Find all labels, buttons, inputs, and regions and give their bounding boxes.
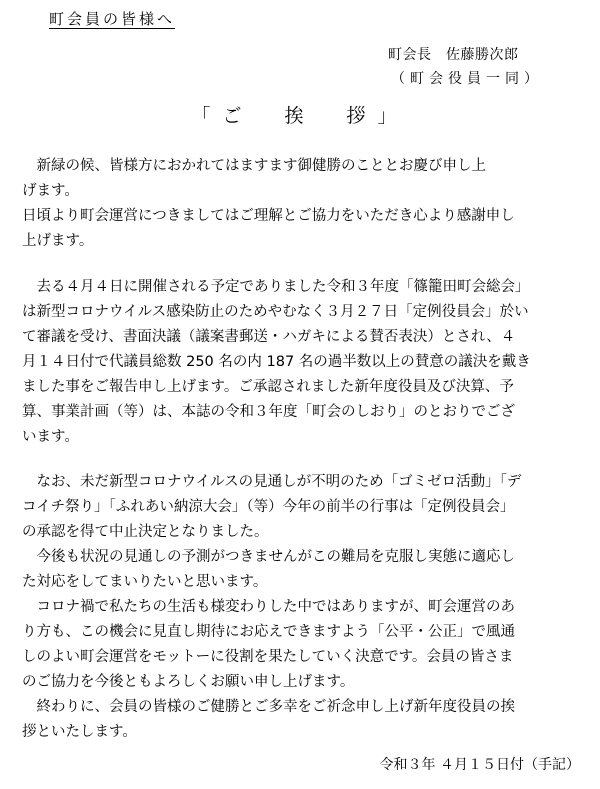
body-line: は新型コロナウイルス感染防止のためやむなく３月２７日「定例役員会」於い bbox=[22, 304, 529, 320]
body-line: コロナ禍で私たちの生活も様変わりした中ではありますが、町会運営のあ bbox=[22, 599, 515, 615]
body-line: のご協力を今後ともよろしくお願い申し上げます。 bbox=[22, 674, 355, 690]
body-line: コイチ祭り」「ふれあい納涼大会」（等）今年の前半の行事は「定例役員会」 bbox=[22, 499, 515, 515]
body-line: 拶といたします。 bbox=[22, 724, 137, 740]
body-line: 算、事業計画（等）は、本誌の令和３年度「町会のしおり」のとおりでござ bbox=[22, 404, 515, 420]
body-line: た対応をしてまいりたいと思います。 bbox=[22, 574, 268, 590]
body-line: しのよい町会運営をモットーに役割を果たしていく決意です。会員の皆さま bbox=[22, 649, 514, 665]
body-line: 今後も状況の見通しの予測がつきませんがこの難局を克服し実態に適応し bbox=[22, 549, 515, 565]
body-line: 去る４月４日に開催される予定でありました令和３年度「篠籠田町会総会」 bbox=[22, 279, 530, 295]
body-line: 終わりに、会員の皆様のご健勝とご多幸をご祈念申し上げ新年度役員の挨 bbox=[22, 699, 515, 715]
body-line: 日頃より町会運営につきましてはご理解とご協力をいただき心より感謝申し bbox=[22, 208, 515, 224]
body-line: ました事をご報告申し上げます。ご承認されました新年度役員及び決算、予 bbox=[22, 379, 514, 395]
body-line: 上げます。 bbox=[22, 233, 94, 249]
addressee-heading: 町会員の皆様へ bbox=[49, 10, 176, 28]
body-line: 新緑の候、皆様方におかれてはますます御健勝のこととお慶び申し上 bbox=[22, 158, 486, 174]
sender-name: 町会長 佐藤勝次郎 bbox=[388, 47, 519, 63]
body-line: て審議を受け、書面決議（議案書郵送・ハガキによる賛否表決）とされ、４ bbox=[22, 329, 516, 345]
sender-group: （町会役員一同） bbox=[391, 71, 543, 87]
body-line: げます。 bbox=[22, 183, 79, 199]
letter-title: 「ご 挨 拶」 bbox=[191, 105, 409, 127]
body-line: り方も、この機会に見直し期待にお応えできますよう「公平・公正」で風通 bbox=[22, 624, 515, 640]
body-line: なお、未だ新型コロナウイルスの見通しが不明のため「ゴミゼロ活動」「デ bbox=[22, 474, 522, 490]
body-line: います。 bbox=[22, 429, 79, 445]
letter-date: 令和３年 ４月１５日付（手記） bbox=[379, 757, 580, 773]
body-line: の承認を得て中止決定となりました。 bbox=[22, 524, 269, 540]
body-line: 月１４日付で代議員総数 250 名の内 187 名の過半数以上の賛意の議決を戴き bbox=[22, 354, 531, 370]
